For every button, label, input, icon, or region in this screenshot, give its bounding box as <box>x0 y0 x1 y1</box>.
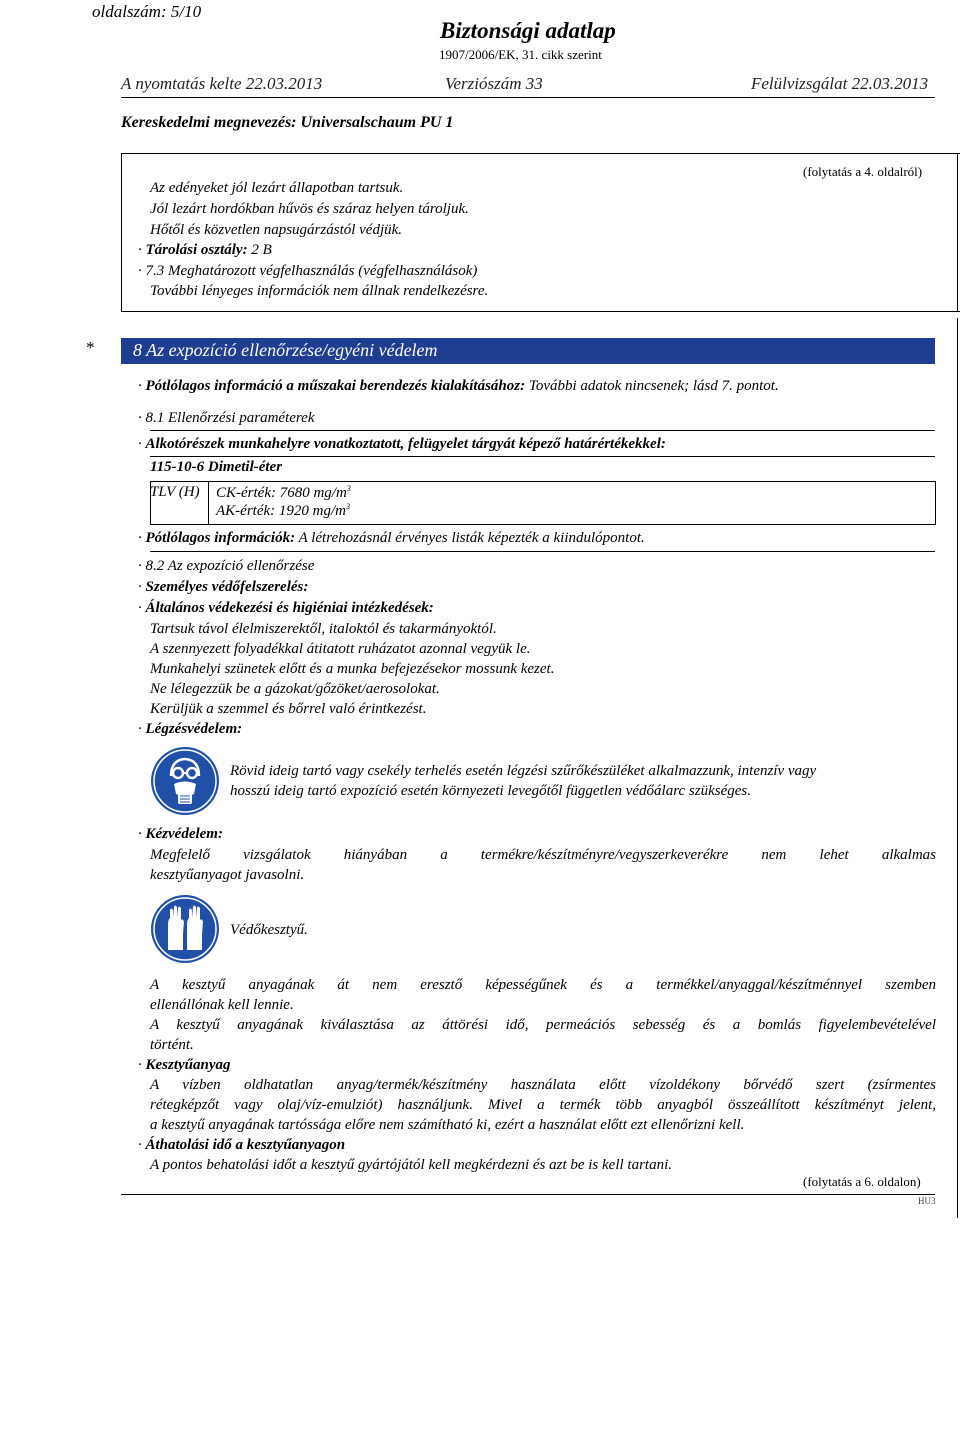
params-heading: · 8.1 Ellenőrzési paraméterek <box>138 410 315 426</box>
tech-info-text: További adatok nincsenek; lásd 7. pontot. <box>525 378 779 394</box>
end-use-label: 7.3 Meghatározott végfelhasználás (végfelhasználások) <box>145 263 478 279</box>
box-left-border <box>121 153 122 311</box>
ck-value <box>216 484 351 502</box>
respirator-icon <box>150 746 220 816</box>
material-text-c: a kesztyű anyagának tartóssága előre nem számítható ki, ezért a használat előtt ezt ellenőrizni kell. <box>150 1117 745 1133</box>
exposure-title: 8.2 Az expozíció ellenőrzése <box>145 558 315 574</box>
storage-class-value: 2 B <box>247 242 272 258</box>
gloves-icon <box>150 894 220 964</box>
limit-table-divider <box>208 481 209 525</box>
continuation-note-top: (folytatás a 4. oldalról) <box>803 164 923 179</box>
box-right-border <box>957 153 958 311</box>
breakthrough-heading: · Áthatolási idő a kesztyűanyagon <box>138 1137 346 1153</box>
hygiene-label: Általános védekezési és higiéniai intézkedések: <box>145 600 434 616</box>
gloves-caption: Védőkesztyű. <box>230 922 308 938</box>
resp-text-1: Rövid ideig tartó vagy csekély terhelés esetén légzési szűrőkészüléket alkalmazzunk, intenzív vagy <box>230 763 817 779</box>
hygiene-line: A szennyezett folyadékkal átitatott ruházatot azonnal vegyük le. <box>150 641 531 657</box>
ck-unit-sup: 3 <box>346 484 351 493</box>
page-number: oldalszám: 5/10 <box>92 2 202 21</box>
version-number: Verziószám 33 <box>445 74 543 93</box>
footer-language-code: HU3 <box>918 1196 936 1206</box>
hygiene-line: Munkahelyi szünetek előtt és a munka befejezésekor mossunk kezet. <box>150 661 555 677</box>
box-top-border <box>121 153 960 154</box>
material-label: Kesztyűanyag <box>145 1057 231 1073</box>
change-marker: * <box>86 338 95 357</box>
section-right-border <box>957 318 958 1218</box>
storage-line-3: Hőtől és közvetlen napsugárzástól védjük. <box>150 222 403 238</box>
document-subtitle: 1907/2006/EK, 31. cikk szerint <box>439 47 602 62</box>
extra-info-text: A létrehozásnál érvényes listák képezték a kiindulópontot. <box>295 530 645 546</box>
resp-heading: · Légzésvédelem: <box>138 721 243 737</box>
tech-info: · Pótlólagos információ a műszakai berendezés kialakításához: További adatok nincsenek; lásd 7. pontot. <box>138 378 779 394</box>
exposure-heading: · 8.2 Az expozíció ellenőrzése <box>138 558 315 574</box>
footer-divider <box>121 1194 935 1195</box>
revision-date: Felülvizsgálat 22.03.2013 <box>751 74 929 93</box>
extra-info-label: Pótlólagos információk: <box>145 530 296 546</box>
section-8-header <box>121 338 935 364</box>
ck-value-text: CK-érték: 7680 mg/m <box>216 485 347 501</box>
tech-info-label: Pótlólagos információ a műszakai berendezés kialakításához: <box>145 378 526 394</box>
hand-text-1: Megfelelő vizsgálatok hiányában a termékre/készítményre/vegyszerkeverékre nem lehet alkalmas <box>150 847 936 863</box>
hand-label: Kézvédelem: <box>145 826 223 842</box>
hygiene-line: Tartsuk távol élelmiszerektől, italoktól és takarmányoktól. <box>150 621 497 637</box>
resp-label: Légzésvédelem: <box>145 721 243 737</box>
hand-heading: · Kézvédelem: <box>138 826 223 842</box>
hand-text-2: kesztyűanyagot javasolni. <box>150 867 305 883</box>
end-use-heading: · 7.3 Meghatározott végfelhasználás (végfelhasználások) <box>138 263 478 279</box>
storage-class-label: Tárolási osztály: <box>145 242 248 258</box>
params-title: 8.1 Ellenőrzési paraméterek <box>145 410 315 426</box>
breakthrough-label: Áthatolási idő a kesztyűanyagon <box>145 1137 346 1153</box>
header-divider <box>121 97 935 98</box>
storage-class: · Tárolási osztály: 2 B <box>138 242 272 258</box>
end-use-text: További lényeges információk nem állnak rendelkezésre. <box>150 283 489 299</box>
glove-para-1a: A kesztyű anyagának át nem eresztő képességűnek és a termékkel/anyaggal/készítménnyel szemben <box>150 977 936 993</box>
limit-heading: · Alkotórészek munkahelyre vonatkoztatott, felügyelet tárgyát képező határértékekkel: <box>138 436 666 452</box>
hygiene-heading: · Általános védekezési és higiéniai intézkedések: <box>138 600 434 616</box>
ak-value <box>216 502 350 520</box>
box-bottom-border <box>121 311 960 312</box>
extra-divider <box>150 551 935 552</box>
material-heading: · Kesztyűanyag <box>138 1057 231 1073</box>
breakthrough-text: A pontos behatolási időt a kesztyű gyártójától kell megkérdezni és azt be is kell tartani. <box>150 1157 673 1173</box>
print-date: A nyomtatás kelte 22.03.2013 <box>121 74 323 93</box>
glove-para-2b: történt. <box>150 1037 194 1053</box>
glove-para-2a: A kesztyű anyagának kiválasztása az áttörési idő, permeációs sebesség és a bomlás figyelembevételével <box>150 1017 936 1033</box>
material-text-b: rétegképzőt vagy olaj/víz-emulziót) használjunk. Mivel a termék több anyagból összeállított készítményt jelent, <box>150 1097 936 1113</box>
ppe-heading: · Személyes védőfelszerelés: <box>138 579 309 595</box>
limit-label: Alkotórészek munkahelyre vonatkoztatott, felügyelet tárgyát képező határértékekkel: <box>145 436 666 452</box>
storage-line-1: Az edényeket jól lezárt állapotban tartsuk. <box>150 180 404 196</box>
document-title: Biztonsági adatlap <box>440 18 616 43</box>
tlv-label: TLV (H) <box>150 484 200 500</box>
limit-divider <box>150 456 935 457</box>
material-text-a: A vízben oldhatatlan anyag/termék/készítmény használata előtt vízoldékony bőrvédő szert (zsírmentes <box>150 1077 936 1093</box>
hygiene-line: Kerüljük a szemmel és bőrrel való érintkezést. <box>150 701 427 717</box>
ak-unit-sup: 3 <box>345 502 350 511</box>
resp-text-2: hosszú ideig tartó expozíció esetén környezeti levegőtől független védőálarc szükséges. <box>230 783 751 799</box>
hygiene-line: Ne lélegezzük be a gázokat/gőzöket/aerosolokat. <box>150 681 440 697</box>
ppe-label: Személyes védőfelszerelés: <box>145 579 309 595</box>
extra-info: · Pótlólagos információk: A létrehozásnál érvényes listák képezték a kiindulópontot. <box>138 530 645 546</box>
storage-line-2: Jól lezárt hordókban hűvös és száraz helyen tároljuk. <box>150 201 469 217</box>
continuation-note-bottom: (folytatás a 6. oldalon) <box>803 1174 921 1189</box>
trade-name: Kereskedelmi megnevezés: Universalschaum PU 1 <box>121 114 454 131</box>
glove-para-1b: ellenállónak kell lennie. <box>150 997 294 1013</box>
params-divider <box>150 430 935 431</box>
substance-name: 115-10-6 Dimetil-éter <box>150 459 283 475</box>
ak-value-text: AK-érték: 1920 mg/m <box>216 503 346 519</box>
section-8-title: 8 Az expozíció ellenőrzése/egyéni védelem <box>133 340 438 360</box>
